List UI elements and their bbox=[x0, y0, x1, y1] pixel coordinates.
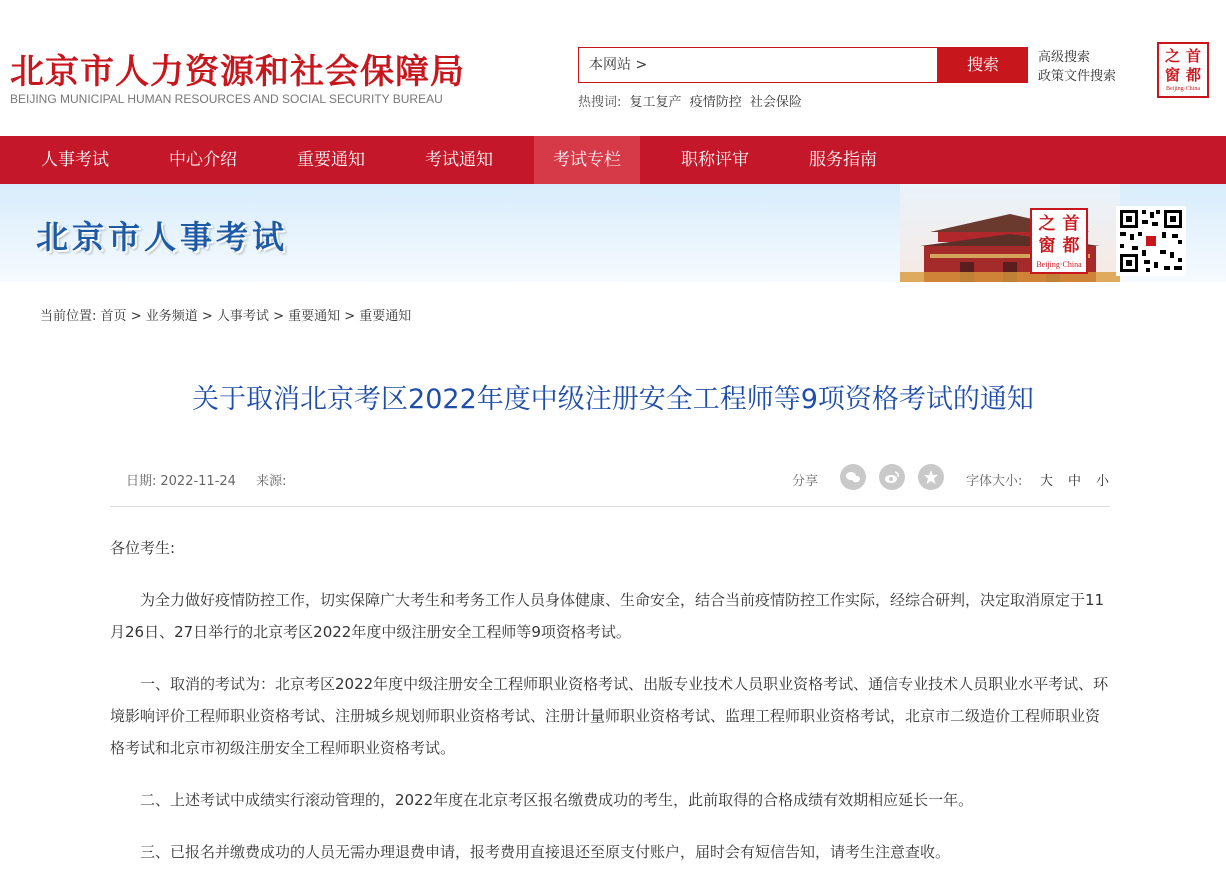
qr-code-icon bbox=[1116, 206, 1186, 276]
advanced-search-link[interactable]: 高级搜索 bbox=[1038, 50, 1091, 65]
breadcrumb bbox=[40, 305, 411, 324]
breadcrumb-sep: > bbox=[273, 309, 289, 324]
search-links bbox=[1038, 48, 1116, 86]
article-title: 关于取消北京考区2022年度中级注册安全工程师等9项资格考试的通知 bbox=[192, 384, 1034, 415]
article-paragraph: 二、上述考试中成绩实行滚动管理的，2022年度在北京考区报名缴费成功的考生，此前取得的合格成绩有效期相应延长一年。 bbox=[140, 791, 974, 809]
main-nav bbox=[0, 136, 1226, 184]
nav-item-exam[interactable]: 人事考试 bbox=[41, 150, 109, 170]
nav-item-service-guide[interactable]: 服务指南 bbox=[809, 150, 877, 170]
policy-search-link[interactable]: 政策文件搜索 bbox=[1038, 69, 1117, 84]
banner-title: 北京市人事考试 bbox=[36, 218, 289, 256]
breadcrumb-item[interactable]: 业务频道 bbox=[145, 309, 198, 324]
seal-char: 窗 bbox=[1164, 66, 1180, 84]
seal-char: 首 bbox=[1185, 47, 1201, 65]
capital-window-seal[interactable] bbox=[1157, 42, 1209, 98]
article-paragraph: 三、已报名并缴费成功的人员无需办理退费申请，报考费用直接退还至原支付账户，届时会有短信告知，请考生注意查收。 bbox=[140, 843, 951, 861]
seal-char: 之 bbox=[1164, 47, 1180, 65]
search-scope[interactable]: 本网站 > bbox=[589, 57, 648, 73]
search-input[interactable] bbox=[578, 47, 938, 83]
nav-item-exam-notices[interactable]: 考试通知 bbox=[425, 150, 493, 170]
font-size-label: 字体大小: bbox=[966, 474, 1023, 489]
nav-item-notices[interactable]: 重要通知 bbox=[297, 150, 365, 170]
share-label: 分享 bbox=[792, 474, 819, 489]
nav-item-center[interactable]: 中心介绍 bbox=[169, 150, 237, 170]
seal-char: 都 bbox=[1185, 66, 1201, 84]
source-label: 来源: bbox=[256, 474, 287, 489]
breadcrumb-item[interactable]: 人事考试 bbox=[216, 309, 269, 324]
site-logo-en: BEIJING MUNICIPAL HUMAN RESOURCES AND SOCIAL SECURITY BUREAU bbox=[10, 92, 443, 106]
article-paragraph: 为全力做好疫情防控工作，切实保障广大考生和考务工作人员身体健康、生命安全，结合当前疫情防控工作实际，经综合研判，决定取消原定于11月26日、27日举行的北京考区2022年度中级注册安全工程师等9项资格考试。 bbox=[110, 591, 1105, 641]
article-body bbox=[110, 532, 1110, 888]
nav-item-title-review[interactable]: 职称评审 bbox=[681, 150, 749, 170]
seal-caption: Beijing·China bbox=[1166, 86, 1200, 92]
hot-search bbox=[578, 91, 806, 110]
breadcrumb-label: 当前位置: bbox=[40, 309, 97, 324]
breadcrumb-sep: > bbox=[344, 309, 360, 324]
article-greeting: 各位考生: bbox=[110, 539, 176, 557]
nav-item-exam-column[interactable]: 考试专栏 bbox=[534, 136, 640, 184]
hot-word[interactable]: 复工复产 bbox=[629, 95, 682, 110]
breadcrumb-item[interactable]: 首页 bbox=[100, 309, 127, 324]
article-date: 2022-11-24 bbox=[160, 474, 236, 489]
font-size-small[interactable]: 小 bbox=[1096, 474, 1110, 489]
article-meta bbox=[110, 460, 1110, 507]
search-button[interactable]: 搜索 bbox=[938, 47, 1028, 83]
date-label: 日期: bbox=[126, 474, 157, 489]
article-paragraph: 一、取消的考试为：北京考区2022年度中级注册安全工程师职业资格考试、出版专业技术人员职业资格考试、通信专业技术人员职业水平考试、环境影响评价工程师职业资格考试、注册城乡规划师职业资格考试、注册计量师职业资格考试、监理工程师职业资格考试，北京市二级造价工程师职业资格考试和北京市初级注册安全工程师职业资格考试。 bbox=[110, 675, 1109, 757]
banner-seal bbox=[1030, 208, 1088, 274]
font-size-large[interactable]: 大 bbox=[1040, 474, 1054, 489]
hot-word[interactable]: 疫情防控 bbox=[689, 95, 742, 110]
font-size-medium[interactable]: 中 bbox=[1068, 474, 1082, 489]
wechat-share-icon[interactable] bbox=[840, 464, 866, 490]
breadcrumb-item[interactable]: 重要通知 bbox=[288, 309, 341, 324]
hot-label: 热搜词: bbox=[578, 95, 622, 110]
seal-char: 之 bbox=[1038, 214, 1056, 234]
seal-char: 首 bbox=[1062, 214, 1080, 234]
weibo-share-icon[interactable] bbox=[879, 464, 905, 490]
seal-caption: Beijing·China bbox=[1036, 260, 1082, 269]
seal-char: 都 bbox=[1062, 236, 1080, 256]
seal-char: 窗 bbox=[1038, 236, 1056, 256]
site-header bbox=[0, 0, 1226, 136]
breadcrumb-sep: > bbox=[130, 309, 146, 324]
breadcrumb-sep: > bbox=[201, 309, 217, 324]
favorite-star-icon[interactable] bbox=[918, 464, 944, 490]
breadcrumb-item[interactable]: 重要通知 bbox=[359, 309, 412, 324]
site-logo-cn[interactable]: 北京市人力资源和社会保障局 bbox=[10, 52, 465, 92]
hot-word[interactable]: 社会保险 bbox=[749, 95, 802, 110]
